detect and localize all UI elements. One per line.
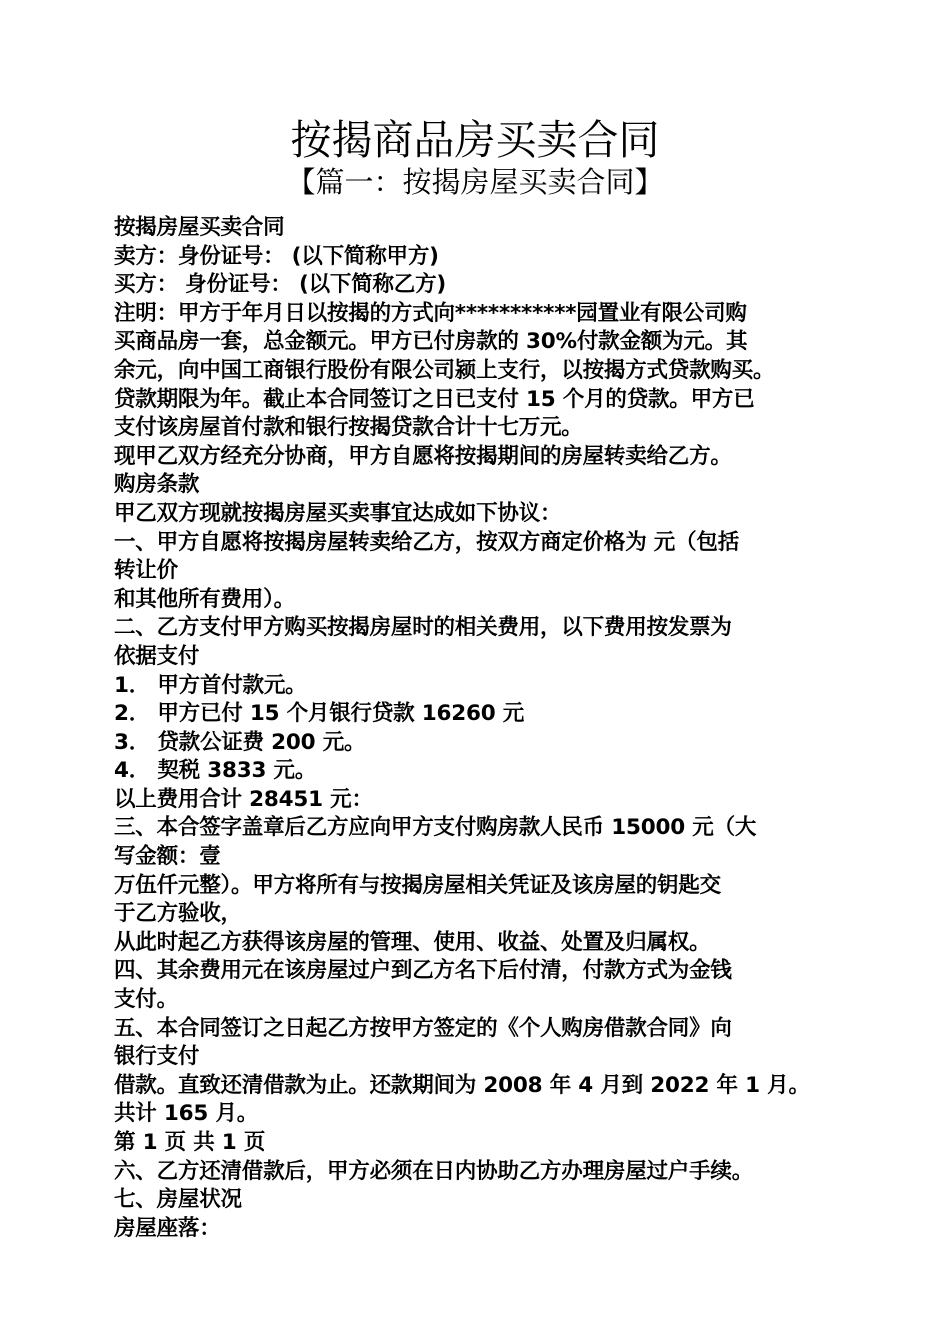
- document-line: 五、本合同签订之日起乙方按甲方签定的《个人购房借款合同》向: [114, 1015, 732, 1041]
- document-line: 写金额：壹: [114, 844, 221, 870]
- document-line: 支付该房屋首付款和银行按揭贷款合计十七万元。: [114, 415, 583, 441]
- document-line: 买商品房一套，总金额元。甲方已付房款的 30%付款金额为元。其: [114, 329, 748, 355]
- document-line: 按揭房屋买卖合同: [114, 215, 285, 240]
- document-line: 余元，向中国工商银行股份有限公司颍上支行，以按揭方式贷款购买。: [114, 357, 775, 383]
- document-line: 贷款期限为年。截止本合同签订之日已支付 15 个月的贷款。甲方已: [114, 386, 755, 412]
- document-line: 三、本合签字盖章后乙方应向甲方支付购房款人民币 15000 元（大: [114, 815, 757, 841]
- document-body: [114, 214, 844, 1243]
- document-title: 按揭商品房买卖合同: [290, 116, 660, 164]
- document-subtitle: 【篇一：按揭房屋买卖合同】: [286, 165, 664, 199]
- document-line: 第 1 页 共 1 页: [114, 1130, 266, 1155]
- document-line: 卖方：身份证号： (以下简称甲方): [114, 243, 439, 269]
- document-line: 二、乙方支付甲方购买按揭房屋时的相关费用，以下费用按发票为: [114, 615, 732, 641]
- document-line: 买方： 身份证号： (以下简称乙方): [114, 272, 447, 298]
- document-line: 依据支付: [114, 643, 200, 669]
- document-line: 注明：甲方于年月日以按揭的方式向***********园置业有限公司购: [114, 300, 747, 326]
- document-line: 银行支付: [114, 1044, 200, 1070]
- document-line: 购房条款: [114, 472, 200, 498]
- document-line: 现甲乙双方经充分协商，甲方自愿将按揭期间的房屋转卖给乙方。: [114, 443, 732, 469]
- document-line: 六、乙方还清借款后，甲方必须在日内协助乙方办理房屋过户手续。: [114, 1158, 754, 1184]
- document-line: 四、其余费用元在该房屋过户到乙方名下后付清，付款方式为金钱: [114, 958, 732, 984]
- document-line: 转让价: [114, 558, 178, 584]
- document-line: 4． 契税 3833 元。: [114, 758, 317, 784]
- document-line: 共计 165 月。: [114, 1101, 259, 1127]
- document-line: 和其他所有费用）。: [114, 586, 295, 612]
- document-line: 以上费用合计 28451 元：: [114, 786, 373, 812]
- document-line: 从此时起乙方获得该房屋的管理、使用、收益、处置及归属权。: [114, 929, 711, 955]
- document-line: 万伍仟元整）。甲方将所有与按揭房屋相关凭证及该房屋的钥匙交: [114, 872, 721, 898]
- document-line: 房屋座落：: [114, 1215, 221, 1241]
- document-line: 七、房屋状况: [114, 1187, 242, 1213]
- document-line: 一、甲方自愿将按揭房屋转卖给乙方，按双方商定价格为 元（包括: [114, 529, 739, 555]
- document-line: 借款。直致还清借款为止。还款期间为 2008 年 4 月到 2022 年 1 月。: [114, 1072, 810, 1098]
- document-line: 支付。: [114, 987, 178, 1013]
- document-line: 1． 甲方首付款元。: [114, 672, 307, 698]
- document-line: 3． 贷款公证费 200 元。: [114, 729, 366, 755]
- document-line: 甲乙双方现就按揭房屋买卖事宜达成如下协议：: [114, 500, 562, 526]
- document-line: 2． 甲方已付 15 个月银行贷款 16260 元: [114, 701, 525, 727]
- document-line: 于乙方验收，: [114, 901, 242, 927]
